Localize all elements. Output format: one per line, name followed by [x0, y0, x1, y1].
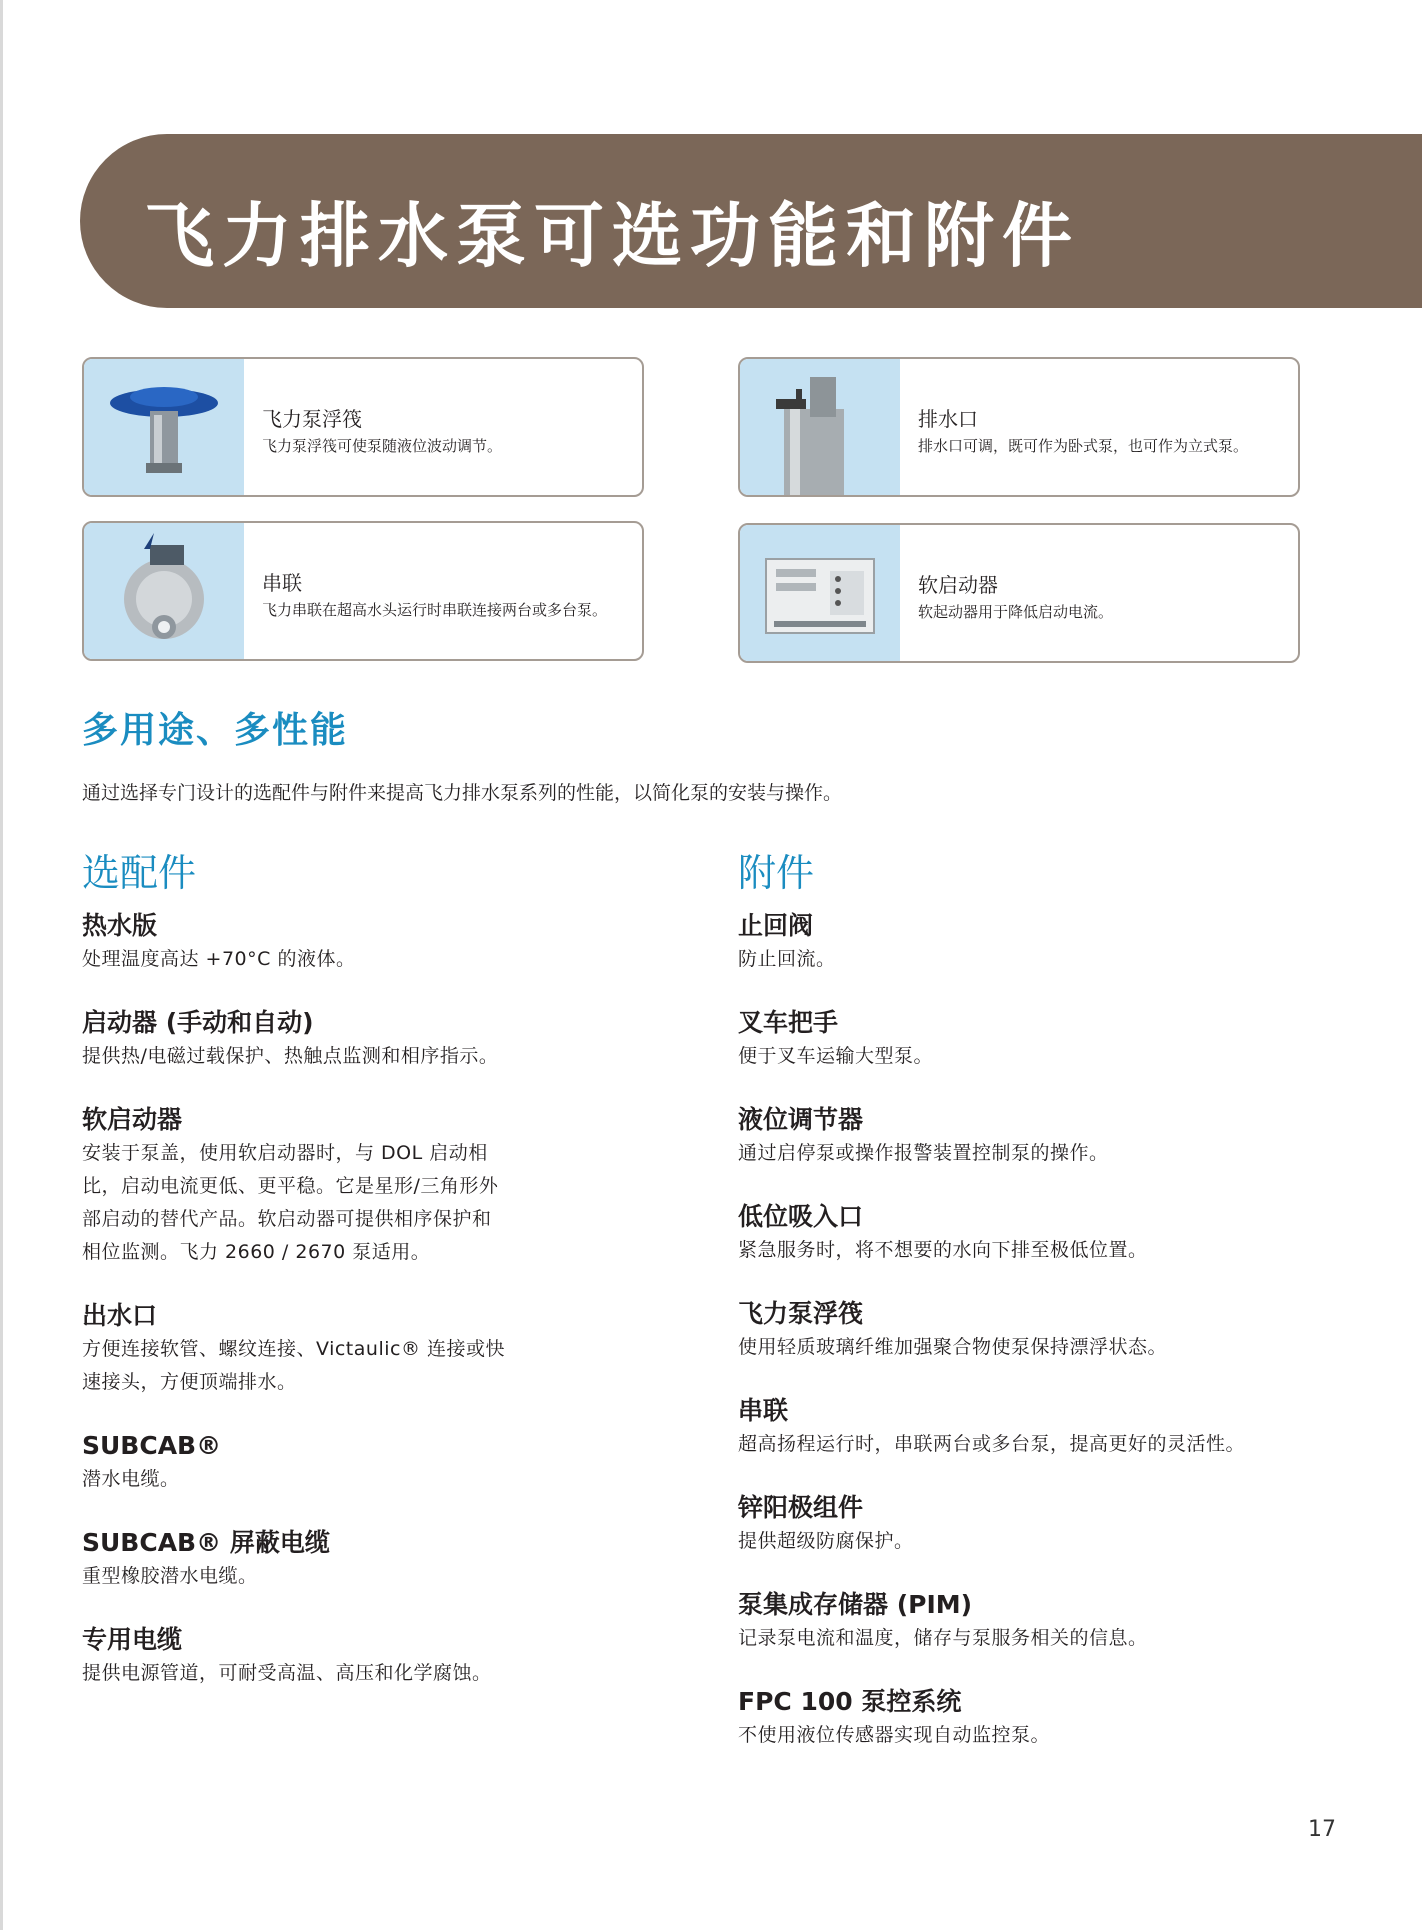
feature-card-soft-starter	[738, 523, 1300, 663]
option-desc-line: 提供电源管道，可耐受高温、高压和化学腐蚀。	[82, 1662, 492, 1684]
accessory-title: 泵集成存储器 (PIM)	[738, 1590, 973, 1619]
accessory-title: 锌阳极组件	[738, 1493, 864, 1522]
option-title: SUBCAB® 屏蔽电缆	[82, 1528, 330, 1557]
card-desc: 排水口可调，既可作为卧式泵，也可作为立式泵。	[918, 437, 1249, 455]
accessory-title: 叉车把手	[738, 1008, 839, 1037]
soft-starter-image	[740, 525, 900, 661]
section-intro: 通过选择专门设计的选配件与附件来提高飞力排水泵系列的性能，以简化泵的安装与操作。	[82, 782, 843, 804]
option-title: 出水口	[82, 1301, 158, 1330]
accessory-title: 低位吸入口	[738, 1202, 864, 1231]
card-title: 软启动器	[918, 573, 998, 597]
section-title: 多用途、多性能	[82, 710, 349, 751]
option-desc-line: 比，启动电流更低、更平稳。它是星形/三角形外	[82, 1175, 499, 1197]
option-desc-line: 潜水电缆。	[82, 1468, 180, 1490]
accessory-title: 飞力泵浮筏	[738, 1299, 864, 1328]
option-desc-line: 处理温度高达 +70°C 的液体。	[82, 948, 356, 970]
float-raft-image	[84, 359, 244, 495]
card-desc: 软起动器用于降低启动电流。	[918, 603, 1114, 621]
accessory-item	[738, 1588, 1298, 1655]
option-item	[82, 1299, 642, 1399]
option-desc-line: 方便连接软管、螺纹连接、Victaulic® 连接或快	[82, 1338, 505, 1360]
card-title: 串联	[262, 571, 302, 595]
accessory-title: 串联	[738, 1396, 789, 1425]
option-item	[82, 1103, 642, 1269]
accessory-item	[738, 1103, 1298, 1170]
page-title: 飞力排水泵可选功能和附件	[144, 195, 1080, 277]
option-desc-line: 安装于泵盖，使用软启动器时，与 DOL 启动相	[82, 1142, 488, 1164]
accessory-desc: 通过启停泵或操作报警装置控制泵的操作。	[738, 1142, 1109, 1164]
card-desc: 飞力串联在超高水头运行时串联连接两台或多台泵。	[262, 601, 608, 619]
card-desc: 飞力泵浮筏可使泵随液位波动调节。	[262, 437, 503, 455]
accessory-desc: 提供超级防腐保护。	[738, 1530, 914, 1552]
option-title: 专用电缆	[82, 1625, 183, 1654]
accessory-desc: 紧急服务时，将不想要的水向下排至极低位置。	[738, 1239, 1148, 1261]
option-item	[82, 1429, 642, 1496]
options-column	[82, 842, 642, 1720]
option-desc-line: 速接头，方便顶端排水。	[82, 1371, 297, 1393]
options-heading: 选配件	[82, 851, 197, 895]
option-desc-line: 相位监测。飞力 2660 / 2670 泵适用。	[82, 1241, 431, 1263]
option-desc-line: 提供热/电磁过载保护、热触点监测和相序指示。	[82, 1045, 499, 1067]
accessory-item	[738, 1006, 1298, 1073]
feature-card-series	[82, 521, 644, 661]
page-number: 17	[1308, 1817, 1336, 1842]
accessory-item	[738, 1200, 1298, 1267]
feature-card-float-raft	[82, 357, 644, 497]
accessory-item	[738, 1297, 1298, 1364]
accessory-desc: 使用轻质玻璃纤维加强聚合物使泵保持漂浮状态。	[738, 1336, 1168, 1358]
accessories-heading: 附件	[738, 851, 815, 895]
accessory-desc: 记录泵电流和温度，储存与泵服务相关的信息。	[738, 1627, 1148, 1649]
feature-card-discharge	[738, 357, 1300, 497]
accessory-item	[738, 1685, 1298, 1752]
option-item	[82, 1623, 642, 1690]
accessory-item	[738, 1394, 1298, 1461]
accessory-title: FPC 100 泵控系统	[738, 1687, 962, 1716]
card-title: 飞力泵浮筏	[262, 407, 362, 431]
option-item	[82, 909, 642, 976]
accessory-desc: 防止回流。	[738, 948, 836, 970]
option-title: 热水版	[82, 911, 158, 940]
option-item	[82, 1006, 642, 1073]
accessory-item	[738, 1491, 1298, 1558]
accessory-item	[738, 909, 1298, 976]
accessory-title: 液位调节器	[738, 1105, 864, 1134]
accessory-title: 止回阀	[738, 911, 814, 940]
accessory-desc: 超高扬程运行时，串联两台或多台泵，提高更好的灵活性。	[738, 1433, 1246, 1455]
accessories-column	[738, 842, 1298, 1782]
option-title: 软启动器	[82, 1105, 183, 1134]
option-item	[82, 1526, 642, 1593]
accessory-desc: 便于叉车运输大型泵。	[738, 1045, 934, 1067]
option-title: 启动器 (手动和自动)	[82, 1008, 314, 1037]
discharge-outlet-image	[740, 359, 900, 495]
title-banner	[80, 134, 1422, 308]
option-desc-line: 重型橡胶潜水电缆。	[82, 1565, 258, 1587]
accessory-desc: 不使用液位传感器实现自动监控泵。	[738, 1724, 1051, 1746]
option-title: SUBCAB®	[82, 1431, 222, 1460]
option-desc-line: 部启动的替代产品。软启动器可提供相序保护和	[82, 1208, 492, 1230]
series-connection-image	[84, 523, 244, 659]
card-title: 排水口	[918, 407, 978, 431]
page-edge	[0, 0, 3, 1930]
